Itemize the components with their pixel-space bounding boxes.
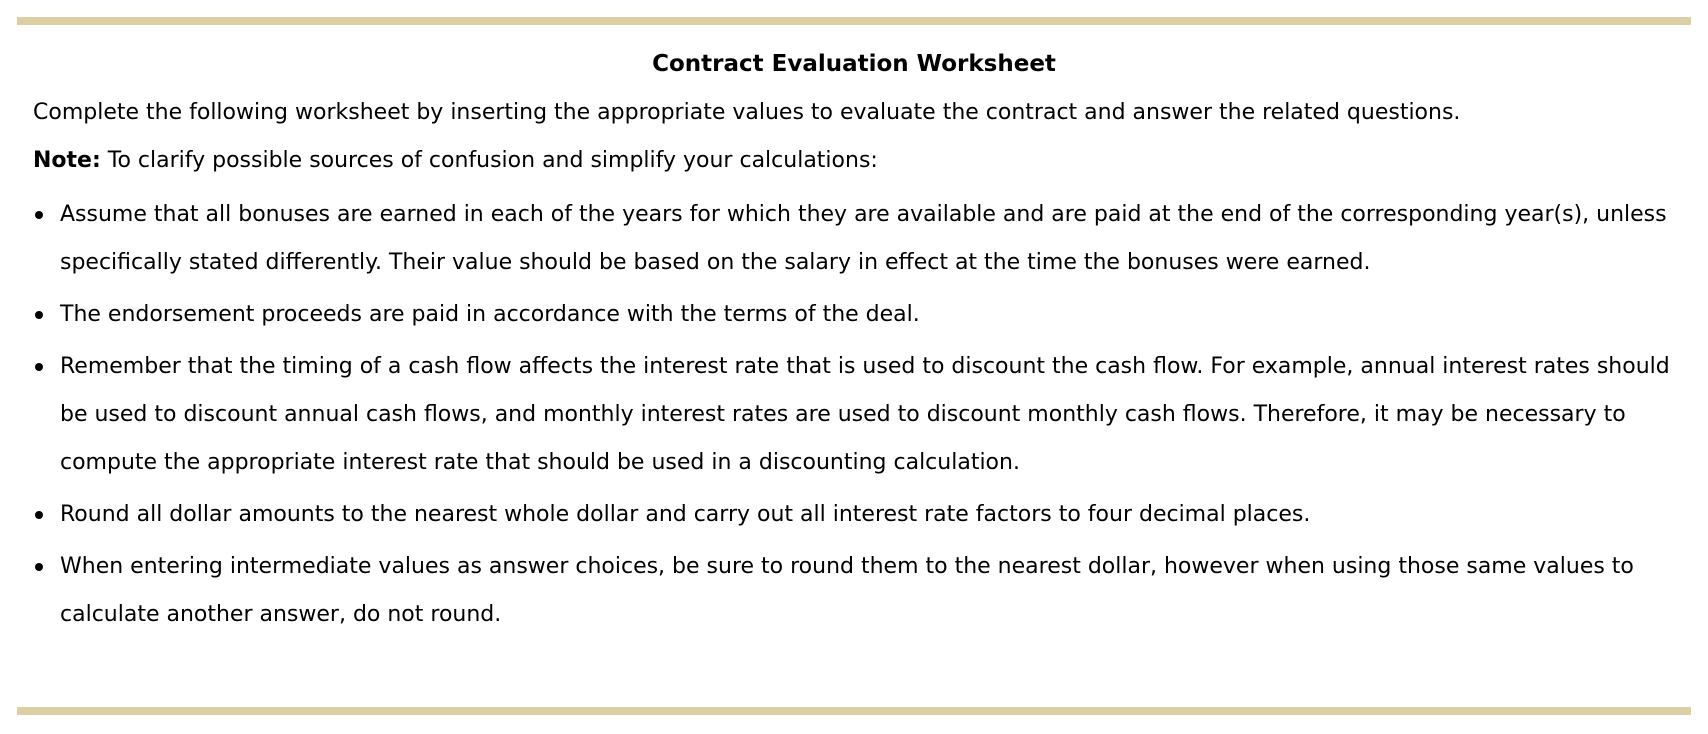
top-divider: [17, 17, 1691, 25]
list-item-text: The endorsement proceeds are paid in accordance with the terms of the deal.: [60, 302, 920, 327]
worksheet-panel: [17, 17, 1691, 717]
note-label: Note:: [33, 148, 101, 173]
list-item: [33, 491, 1683, 539]
intro-text: Complete the following worksheet by inserting the appropriate values to evaluate the contract and answer the related questions.: [33, 100, 1461, 125]
note-paragraph: [33, 145, 1683, 177]
list-item: [33, 343, 1683, 487]
bullet-icon: [35, 511, 43, 519]
list-item: [33, 191, 1683, 287]
worksheet-content: [33, 97, 1683, 643]
bullet-icon: [35, 563, 43, 571]
bullet-icon: [35, 363, 43, 371]
instruction-list: [33, 191, 1683, 639]
list-item-text: Assume that all bonuses are earned in each of the years for which they are available and are paid at the end of the corresponding year(s), unless specifically stated differently. Their value should be based on the salary in effect at the time the bonuses were earned.: [60, 202, 1667, 275]
list-item-text: When entering intermediate values as answer choices, be sure to round them to the nearest dollar, however when using those same values to calculate another answer, do not round.: [60, 554, 1634, 627]
worksheet-title: Contract Evaluation Worksheet: [652, 51, 1056, 77]
list-item: [33, 291, 1683, 339]
note-text: To clarify possible sources of confusion and simplify your calculations:: [100, 148, 878, 173]
bottom-divider: [17, 707, 1691, 715]
list-item-text: Round all dollar amounts to the nearest whole dollar and carry out all interest rate factors to four decimal places.: [60, 502, 1311, 527]
list-item-text: Remember that the timing of a cash flow affects the interest rate that is used to discount the cash flow. For example, annual interest rates should be used to discount annual cash flows, and monthly interest rates are used to discount monthly cash flows. Therefore, it may be necessary to compute the appropriate interest rate that should be used in a discounting calculation.: [60, 354, 1670, 475]
list-item: [33, 543, 1683, 639]
bullet-icon: [35, 311, 43, 319]
bullet-icon: [35, 211, 43, 219]
